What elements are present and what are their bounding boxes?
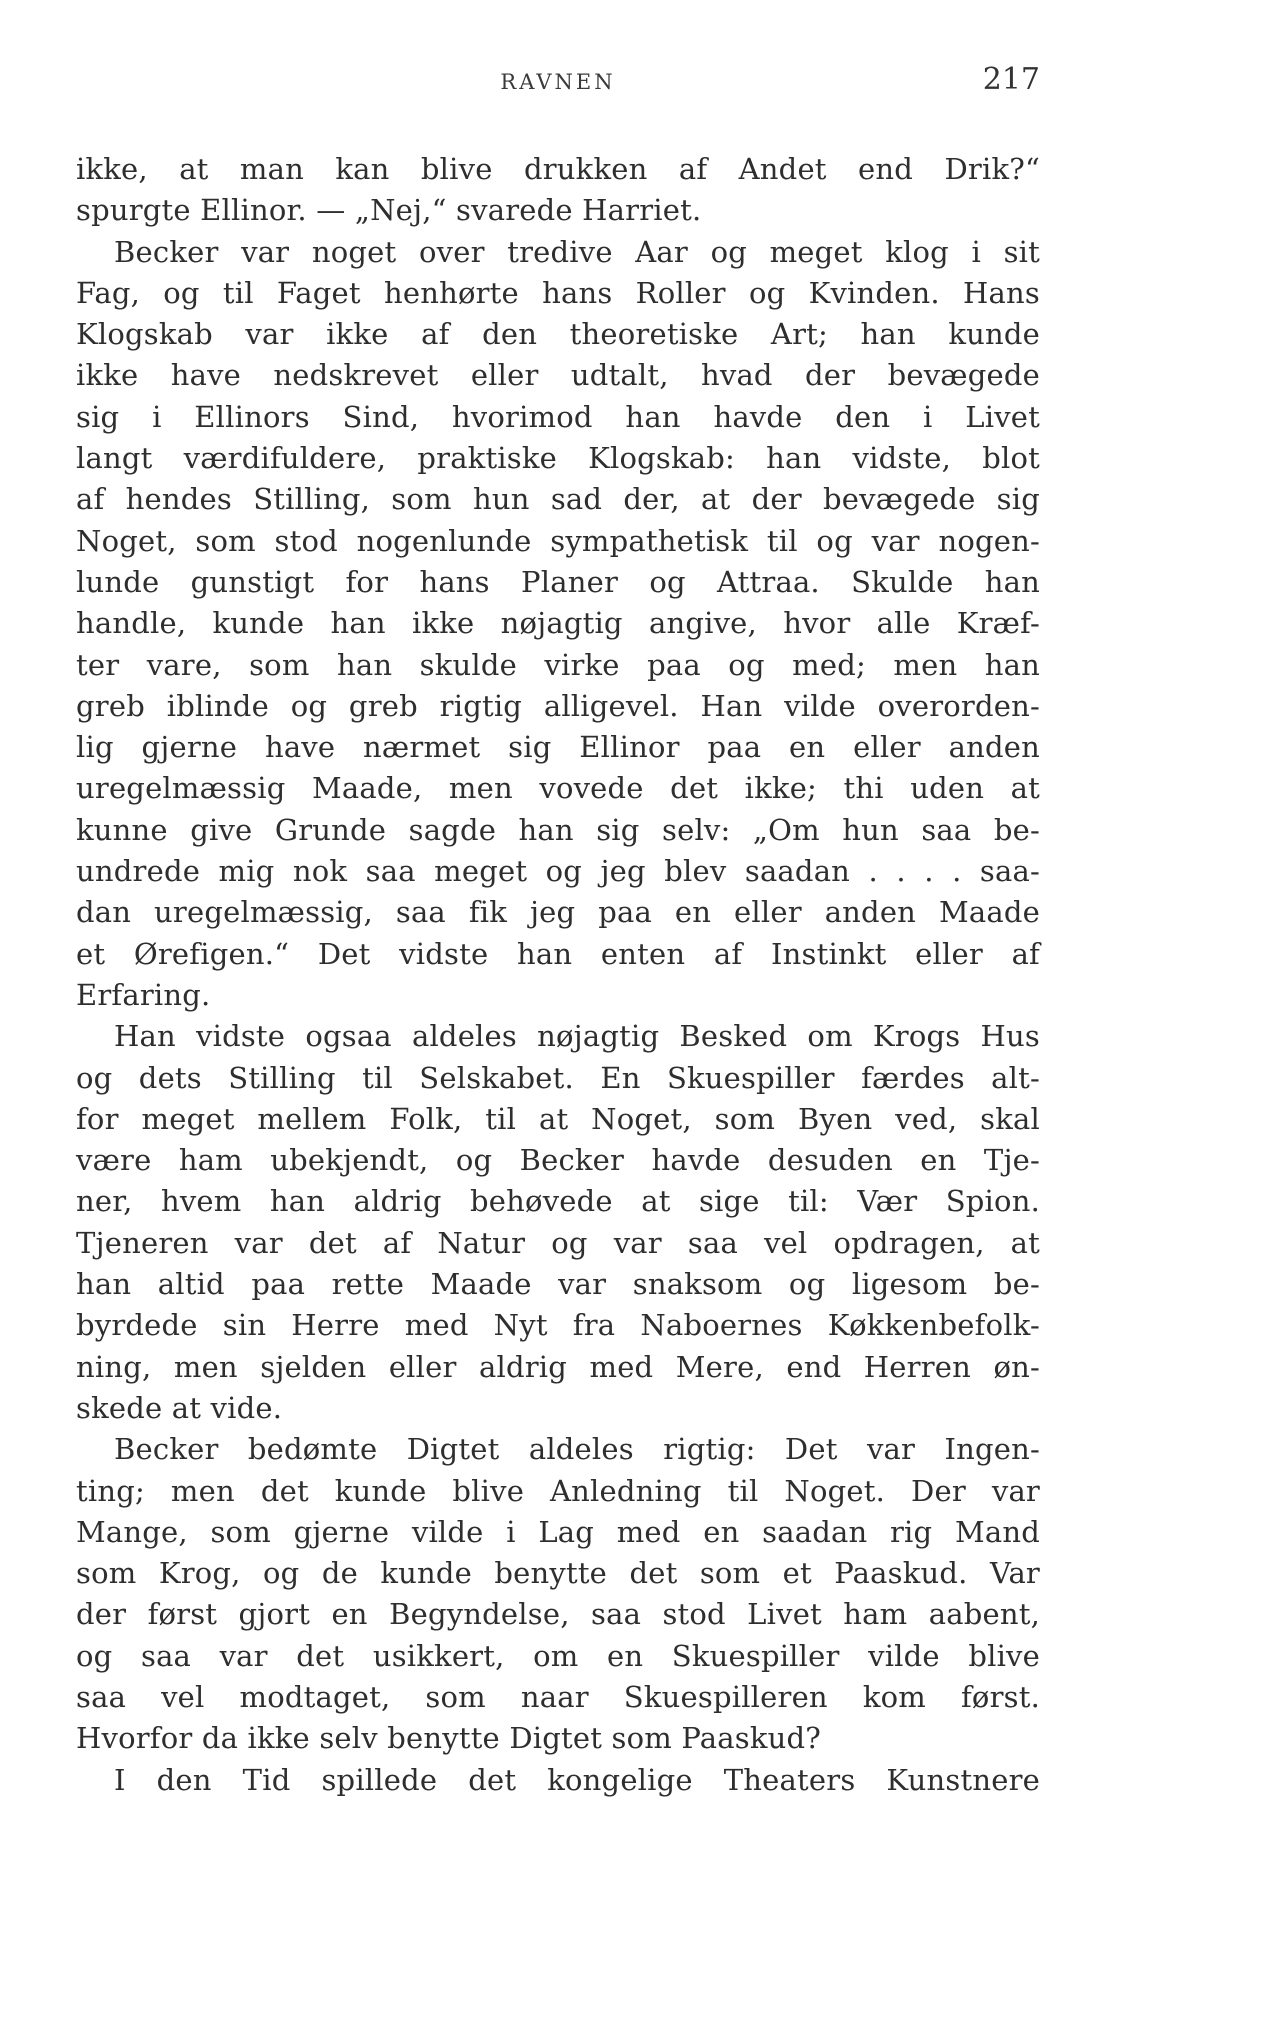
text-line: og dets Stilling til Selskabet. En Skuespiller færdes alt- xyxy=(76,1060,1040,1095)
text-line: greb iblinde og greb rigtig alligevel. Han vilde overorden- xyxy=(76,688,1040,723)
text-line: ting; men det kunde blive Anledning til Noget. Der var xyxy=(76,1473,1040,1508)
text-line: handle, kunde han ikke nøjagtig angive, hvor alle Kræf- xyxy=(76,606,1040,641)
body-text xyxy=(76,149,1040,1801)
text-line: og saa var det usikkert, om en Skuespiller vilde blive xyxy=(76,1638,1040,1673)
text-line: for meget mellem Folk, til at Noget, som Byen ved, skal xyxy=(76,1101,1040,1136)
text-line: Noget, som stod nogenlunde sympathetisk til og var nogen- xyxy=(76,523,1040,558)
text-line: saa vel modtaget, som naar Skuespilleren kom først. xyxy=(76,1679,1040,1714)
text-line: lunde gunstigt for hans Planer og Attraa. Skulde han xyxy=(76,564,1040,599)
text-line: lig gjerne have nærmet sig Ellinor paa en eller anden xyxy=(76,730,1040,765)
text-line: Han vidste ogsaa aldeles nøjagtig Besked om Krogs Hus xyxy=(114,1019,1040,1054)
text-line: af hendes Stilling, som hun sad der, at der bevægede sig xyxy=(76,482,1040,517)
text-line: Mange, som gjerne vilde i Lag med en saadan rig Mand xyxy=(76,1514,1040,1549)
text-line: Klogskab var ikke af den theoretiske Art; han kunde xyxy=(76,317,1040,352)
text-line: kunne give Grunde sagde han sig selv: „Om hun saa be- xyxy=(76,812,1040,847)
text-line: skede at vide. xyxy=(76,1390,283,1425)
text-line: som Krog, og de kunde benytte det som et Paaskud. Var xyxy=(76,1556,1040,1591)
text-line: ter vare, som han skulde virke paa og med; men han xyxy=(76,647,1040,682)
text-line: byrdede sin Herre med Nyt fra Naboernes Køkkenbefolk- xyxy=(76,1308,1040,1343)
running-title: RAVNEN xyxy=(500,70,616,94)
text-line: ner, hvem han aldrig behøvede at sige til: Vær Spion. xyxy=(76,1184,1040,1219)
running-head xyxy=(76,62,1040,102)
text-line: Becker var noget over tredive Aar og meget klog i sit xyxy=(114,234,1040,269)
text-line: undrede mig nok saa meget og jeg blev saadan . . . . saa- xyxy=(76,854,1040,889)
page-number: 217 xyxy=(982,62,1040,97)
text-line: I den Tid spillede det kongelige Theaters Kunstnere xyxy=(114,1762,1040,1797)
text-line: et Ørefigen.“ Det vidste han enten af Instinkt eller af xyxy=(76,936,1040,971)
text-line: ning, men sjelden eller aldrig med Mere, end Herren øn- xyxy=(76,1349,1040,1384)
text-line: han altid paa rette Maade var snaksom og ligesom be- xyxy=(76,1267,1040,1302)
text-line: Hvorfor da ikke selv benytte Digtet som Paaskud? xyxy=(76,1721,822,1756)
text-line: dan uregelmæssig, saa fik jeg paa en eller anden Maade xyxy=(76,895,1040,930)
text-line: Fag, og til Faget henhørte hans Roller og Kvinden. Hans xyxy=(76,275,1040,310)
text-line: være ham ubekjendt, og Becker havde desuden en Tje- xyxy=(76,1143,1040,1178)
text-line: Tjeneren var det af Natur og var saa vel opdragen, at xyxy=(76,1225,1040,1260)
text-line: der først gjort en Begyndelse, saa stod Livet ham aabent, xyxy=(76,1597,1040,1632)
text-line: Erfaring. xyxy=(76,977,211,1012)
text-line: ikke, at man kan blive drukken af Andet end Drik?“ xyxy=(76,152,1040,186)
text-line: Becker bedømte Digtet aldeles rigtig: Det var Ingen- xyxy=(114,1432,1040,1467)
text-line: langt værdifuldere, praktiske Klogskab: han vidste, blot xyxy=(76,441,1040,476)
text-line: sig i Ellinors Sind, hvorimod han havde den i Livet xyxy=(76,399,1040,434)
text-line: spurgte Ellinor. — „Nej,“ svarede Harriet. xyxy=(76,193,702,228)
text-line: uregelmæssig Maade, men vovede det ikke; thi uden at xyxy=(76,771,1040,806)
text-line: ikke have nedskrevet eller udtalt, hvad der bevægede xyxy=(76,358,1040,393)
